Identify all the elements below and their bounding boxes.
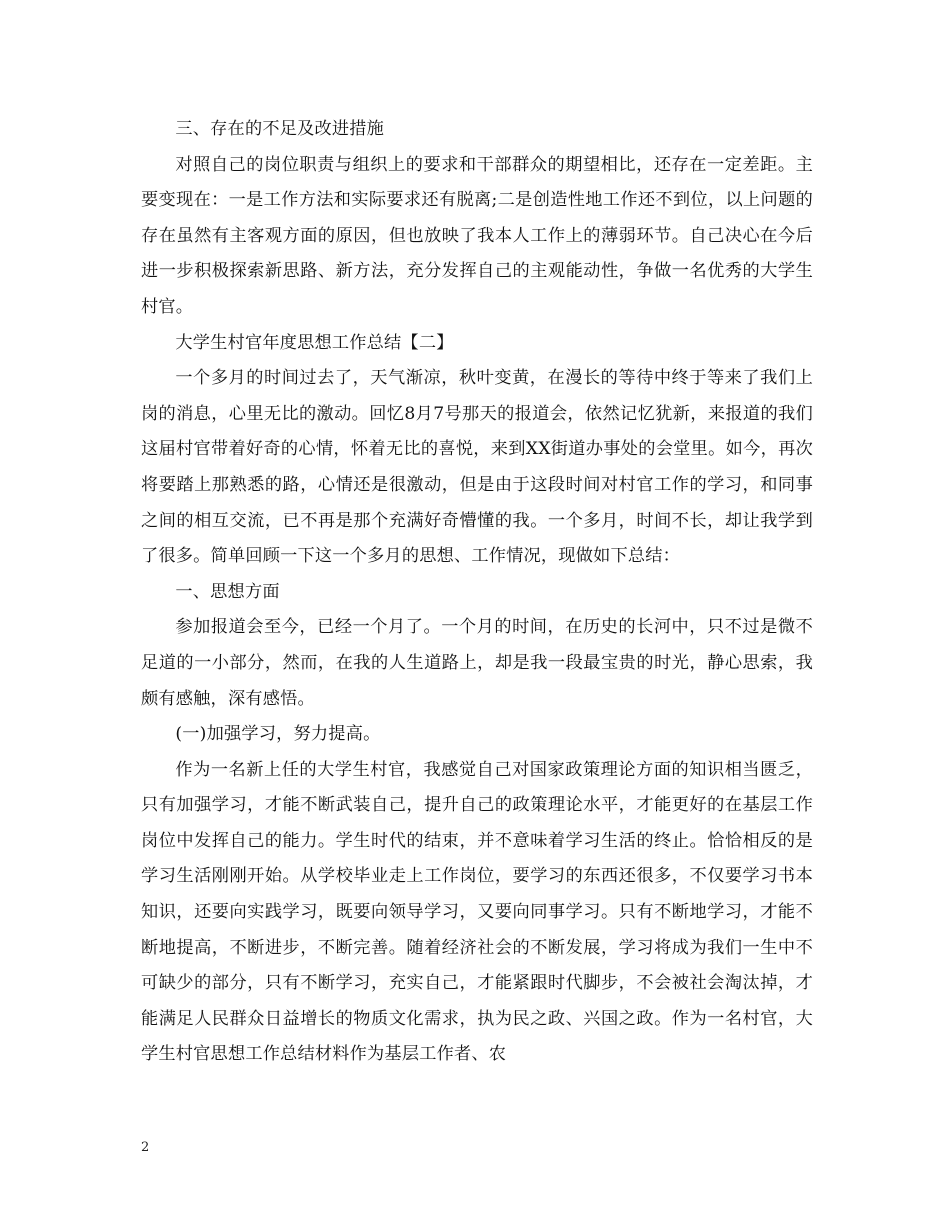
paragraph-shortcomings: 对照自己的岗位职责与组织上的要求和干部群众的期望相比，还存在一定差距。主要变现在：一是工作方法和实际要求还有脱离;二是创造性地工作还不到位，以上问题的存在虽然有主客观方面的原因，但也放映了我本人工作上的薄弱环节。自己决心在今后进一步积极探索新思路、新方法，充分发挥自己的主观能动性，争做一名优秀的大学生村官。 [141, 154, 813, 317]
document-body [141, 112, 813, 1073]
subsection-heading-study: (一)加强学习，努力提高。 [175, 724, 381, 745]
section-heading-thought: 一、思想方面 [175, 581, 280, 602]
paragraph-intro: 一个多月的时间过去了，天气渐凉，秋叶变黄，在漫长的等待中终于等来了我们上岗的消息，心里无比的激动。回忆8月7号那天的报道会，依然记忆犹新，来报道的我们这届村官带着好奇的心情，怀着无比的喜悦，来到XX街道办事处的会堂里。如今，再次将要踏上那熟悉的路，心情还是很激动，但是由于这段时间对村官工作的学习，和同事之间的相互交流，已不再是那个充满好奇懵懂的我。一个多月，时间不长，却让我学到了很多。简单回顾一下这一个多月的思想、工作情况，现做如下总结： [141, 368, 813, 567]
page-number: 2 [141, 1140, 150, 1155]
paragraph-thought: 参加报道会至今，已经一个月了。一个月的时间，在历史的长河中，只不过是微不足道的一小部分，然而，在我的人生道路上，却是我一段最宝贵的时光，静心思索，我颇有感触，深有感悟。 [141, 617, 813, 709]
paragraph-study: 作为一名新上任的大学生村官，我感觉自己对国家政策理论方面的知识相当匮乏，只有加强学习，才能不断武装自己，提升自己的政策理论水平，才能更好的在基层工作岗位中发挥自己的能力。学生时代的结束，并不意味着学习生活的终止。恰恰相反的是学习生活刚刚开始。从学校毕业走上工作岗位，要学习的东西还很多，不仅要学习书本知识，还要向实践学习，既要向领导学习，又要向同事学习。只有不断地学习，才能不断地提高，不断进步，不断完善。随着经济社会的不断发展，学习将成为我们一生中不可缺少的部分，只有不断学习，充实自己，才能紧跟时代脚步，不会被社会淘汰掉，才能满足人民群众日益增长的物质文化需求，执为民之政、兴国之政。作为一名村官，大学生村官思想工作总结材料作为基层工作者、农 [141, 759, 813, 1065]
section-heading-shortcomings: 三、存在的不足及改进措施 [175, 119, 385, 139]
document-subtitle: 大学生村官年度思想工作总结【二】 [175, 332, 454, 353]
